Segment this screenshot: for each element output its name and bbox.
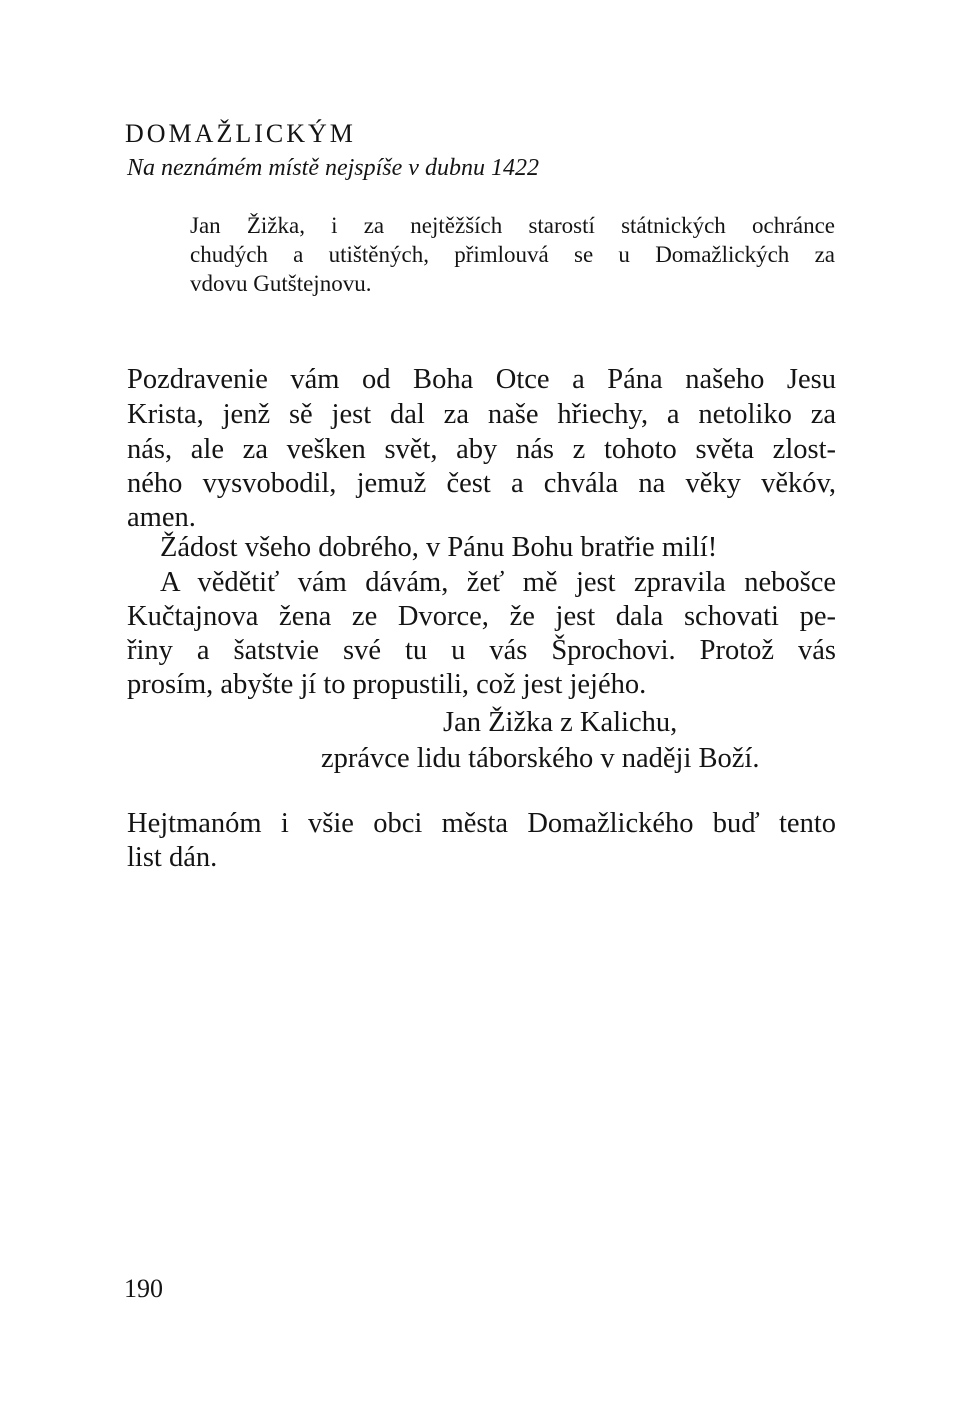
summary-line: vdovu Gutštejnovu. (190, 271, 372, 296)
signature-name: Jan Žižka z Kalichu, (443, 707, 678, 738)
text-line: Žádost všeho dobrého, v Pánu Bohu bratřie milí! (160, 532, 718, 563)
text-line: nás, ale za vešken svět, aby nás z tohoto světa zlost- (127, 434, 836, 465)
text-line: list dán. (127, 842, 218, 873)
text-line: Krista, jenž sě jest dal za naše hřiechy, a netoliko za (127, 399, 836, 430)
text-line: řiny a šatstvie své tu u vás Šprochovi. Protož vás (127, 635, 836, 666)
text-line: Pozdravenie vám od Boha Otce a Pána našeho Jesu (127, 364, 836, 395)
summary-line: Jan Žižka, i za nejtěžších starostí státnických ochránce (190, 213, 835, 238)
text-line: A vědětiť vám dávám, žeť mě jest zpravila nebošce (160, 567, 836, 598)
letter-heading: DOMAŽLICKÝM (125, 119, 356, 148)
page-number: 190 (124, 1274, 163, 1303)
summary-line: chudých a utištěných, přimlouvá se u Domažlických za (190, 242, 835, 267)
text-line: amen. (127, 502, 196, 533)
text-line: ného vysvobodil, jemuž čest a chvála na věky věkóv, (127, 468, 836, 499)
dateline: Na neznámém místě nejspíše v dubnu 1422 (127, 155, 539, 181)
signature-title: zprávce lidu táborského v naději Boží. (321, 743, 760, 774)
text-line: Kučtajnova žena ze Dvorce, že jest dala schovati pe- (127, 601, 836, 632)
text-line: prosím, abyšte jí to propustili, což jest jejého. (127, 669, 647, 700)
text-line: Hejtmanóm i všie obci města Domažlického buď tento (127, 808, 836, 839)
